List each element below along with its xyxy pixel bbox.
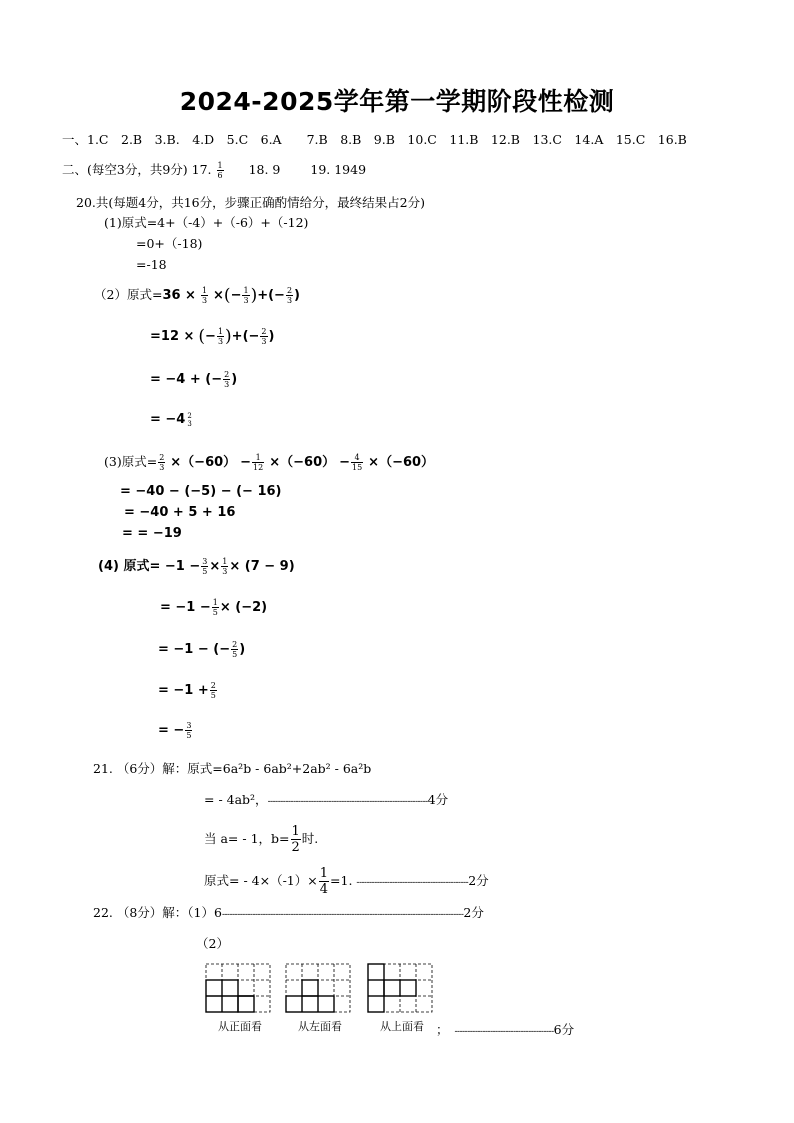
q20-1-line3: =-18 xyxy=(136,257,167,272)
q20-header: 20.共(每题4分，共16分，步骤正确酌情给分，最终结果占2分) xyxy=(76,195,425,210)
q20-4-line1: (4) 原式= −1 − $\frac{3}{5}$ × $\frac{1}{3}$ × (7 − 9) xyxy=(98,557,295,576)
left-view-label: 从左面看 xyxy=(298,1020,342,1033)
q20-2-line3: = −4 + (− $\frac{2}{3}$ ) xyxy=(150,370,238,389)
three-view-drawings xyxy=(204,962,444,1018)
q21-line2: = - 4ab²，---------------------------------------------------------------4分 xyxy=(204,792,449,807)
q20-1-line1: (1)原式=4+（-4）+（-6）+（-12) xyxy=(104,215,309,230)
q20-3-line3: = −40 + 5 + 16 xyxy=(124,505,236,520)
q20-4-line5: = − $\frac{3}{5}$ xyxy=(158,721,192,740)
q21-line4: 原式= - 4×（-1）× $\frac{1}{4}$ =1. --------------------------------------------2分 xyxy=(204,866,489,897)
q22-line1: 22. （8分）解：（1）6-----------------------------------------------------------------------------------------------2分 xyxy=(93,905,484,920)
q21-line1: 21. （6分）解：原式=6a²b - 6ab²+2ab² - 6a²b xyxy=(93,761,372,776)
q20-2-line1: （2）原式=36 × $\frac{1}{3}$ ×(− $\frac{1}{3}$ )+(− $\frac{2}{3}$ ) xyxy=(94,285,300,306)
q20-1-line2: =0+（-18) xyxy=(136,236,203,251)
front-view-grid xyxy=(206,964,270,1012)
q20-4-line3: = −1 − (− $\frac{2}{5}$ ) xyxy=(158,640,246,659)
page-title: 2024-2025学年第一学期阶段性检测 xyxy=(179,87,615,116)
q20-4-line4: = −1 + $\frac{2}{5}$ xyxy=(158,681,216,700)
section1-answers: 一、1.C 2.B 3.B. 4.D 5.C 6.A 7.B 8.B 9.B 10.C 11.B 12.B 13.C 14.A 15.C 16.B xyxy=(62,132,687,147)
q20-2-line4: = −4 2 3 xyxy=(150,411,192,428)
front-view-label: 从正面看 xyxy=(218,1020,262,1033)
top-view-label: 从上面看 xyxy=(380,1020,424,1033)
q18-answer: 18. 9 xyxy=(248,162,281,177)
q22-line2-tail: ； ---------------------------------------6分 xyxy=(436,1022,575,1037)
section2-prefix: 二、(每空3分，共9分) 17. xyxy=(62,162,212,177)
q20-3-line4: = = −19 xyxy=(122,526,182,541)
q17-fraction: $\frac{1}{6}$ xyxy=(217,161,223,180)
q20-2-line2: =12 × (− $\frac{1}{3}$ )+(− $\frac{2}{3}$ ) xyxy=(150,326,275,347)
q20-3-line2: = −40 − (−5) − (− 16) xyxy=(120,484,282,499)
section2-answers xyxy=(62,161,366,180)
left-view-grid xyxy=(286,964,350,1012)
q21-line3: 当 a= - 1，b= $\frac{1}{2}$ 时. xyxy=(204,824,319,855)
q19-answer: 19. 1949 xyxy=(310,162,367,177)
top-view-grid xyxy=(368,964,432,1012)
q20-3-line1: (3)原式= $\frac{2}{3}$ ×（−60） − $\frac{1}{12}$ ×（−60） − $\frac{4}{15}$ ×（−60） xyxy=(104,453,435,472)
q20-4-line2: = −1 − $\frac{1}{5}$ × (−2) xyxy=(160,598,268,617)
q22-part2-label: （2） xyxy=(196,936,229,951)
